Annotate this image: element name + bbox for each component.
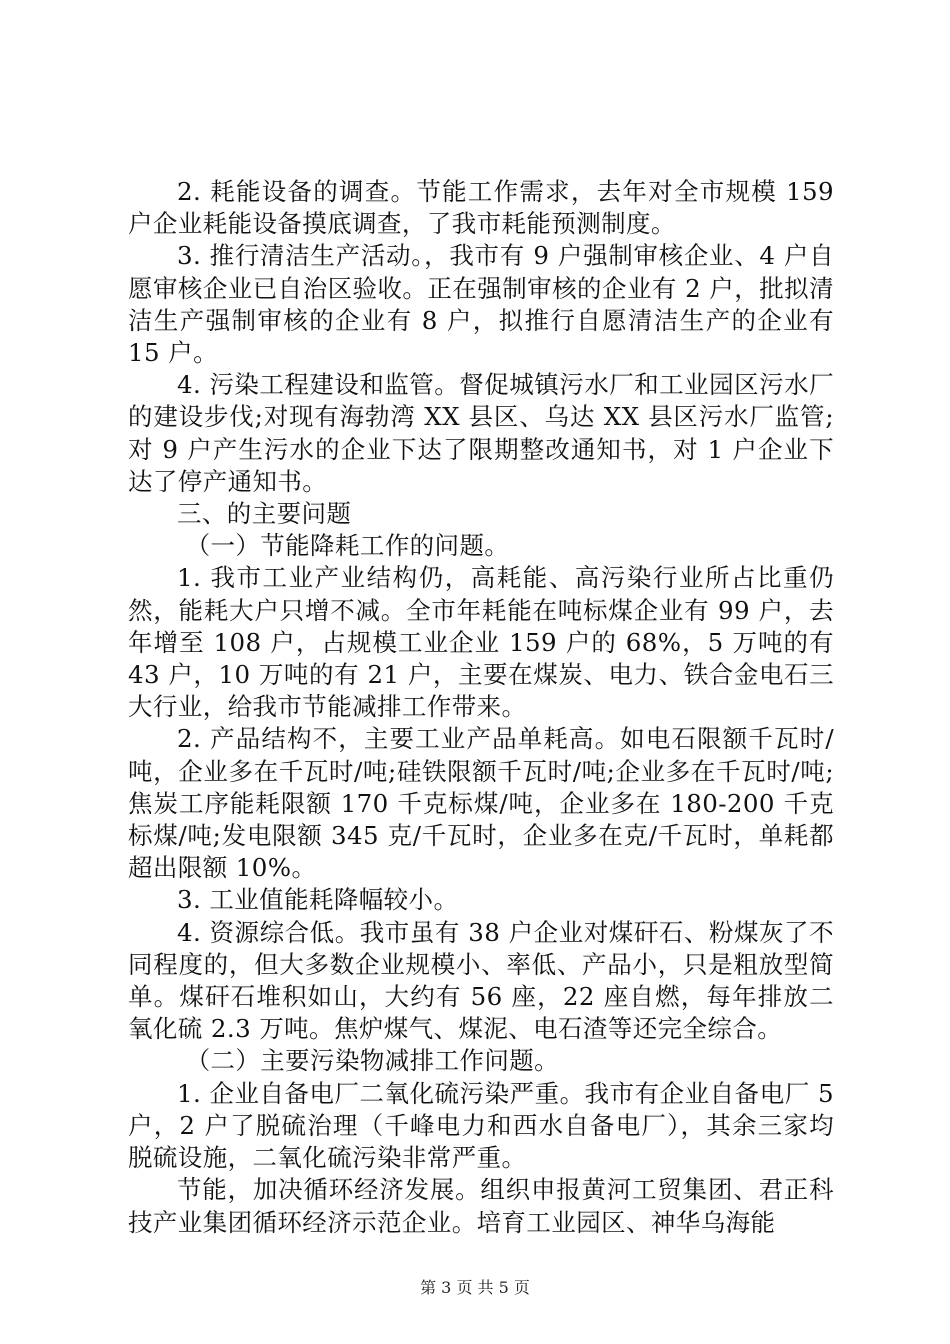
paragraph-pollution-projects: 4. 污染工程建设和监管。督促城镇污水厂和工业园区污水厂的建设步伐;对现有海勃湾 XX 县区、乌达 XX 县区污水厂监管;对 9 户产生污水的企业下达了限期整改通知书，对 1 户企业下达了停产通知书。 [128, 370, 834, 496]
paragraph-product-structure: 2. 产品结构不，主要工业产品单耗高。如电石限额千瓦时/吨，企业多在千瓦时/吨;硅铁限额千瓦时/吨;企业多在千瓦时/吨;焦炭工序能耗限额 170 千克标煤/吨，企业多在 180-200 千克标煤/吨;发电限额 345 克/千瓦时，企业多在克/千瓦时，单耗都超出限额 10%。 [128, 724, 834, 883]
section-heading-main-problems: 三、的主要问题 [177, 499, 352, 529]
document-body [128, 176, 834, 1239]
paragraph-resource-utilization: 4. 资源综合低。我市虽有 38 户企业对煤矸石、粉煤灰了不同程度的，但大多数企业规模小、率低、产品小，只是粗放型简单。煤矸石堆积如山，大约有 56 座，22 座自燃，每年排放二氧化硫 2.3 万吨。焦炉煤气、煤泥、电石渣等还完全综合。 [128, 917, 834, 1044]
subsection-heading-pollutant-reduction: （二）主要污染物减排工作问题。 [185, 1046, 560, 1076]
subsection-heading-energy-saving: （一）节能降耗工作的问题。 [185, 531, 510, 561]
page-number-footer: 第 3 页 共 5 页 [420, 1278, 530, 1297]
paragraph-energy-equipment-survey: 2. 耗能设备的调查。节能工作需求，去年对全市规模 159 户企业耗能设备摸底调查，了我市耗能预测制度。 [128, 177, 834, 239]
paragraph-circular-economy: 节能，加决循环经济发展。组织申报黄河工贸集团、君正科技产业集团循环经济示范企业。培育工业园区、神华乌海能 [128, 1175, 834, 1237]
paragraph-industrial-structure: 1. 我市工业产业结构仍，高耗能、高污染行业所占比重仍然，能耗大户只增不减。全市年耗能在吨标煤企业有 99 户，去年增至 108 户，占规模工业企业 159 户的 68%，5 万吨的有 43 户，10 万吨的有 21 户，主要在煤炭、电力、铁合金电石三大行业，给我市节能减排工作带来。 [128, 563, 834, 722]
paragraph-energy-decline: 3. 工业值能耗降幅较小。 [177, 885, 459, 915]
paragraph-power-plant-so2: 1. 企业自备电厂二氧化硫污染严重。我市有企业自备电厂 5 户，2 户了脱硫治理（千峰电力和西水自备电厂），其余三家均脱硫设施，二氧化硫污染非常严重。 [128, 1078, 834, 1173]
paragraph-clean-production: 3. 推行清洁生产活动。，我市有 9 户强制审核企业、4 户自愿审核企业已自治区验收。正在强制审核的企业有 2 户，批拟清洁生产强制审核的企业有 8 户，拟推行自愿清洁生产的企业有 15 户。 [128, 241, 834, 368]
